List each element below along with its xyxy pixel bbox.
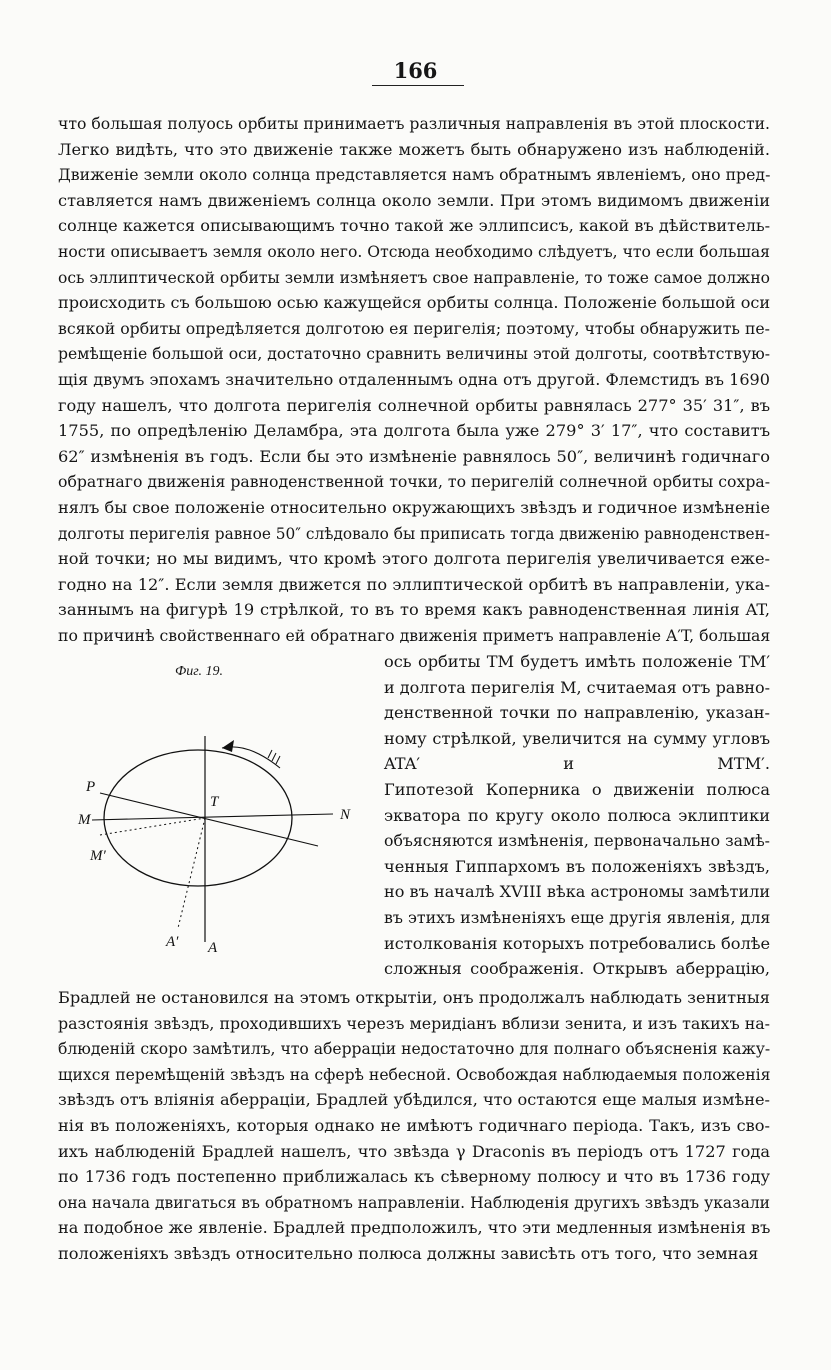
label-N: N [340, 807, 351, 823]
label-A-prime: A′ [166, 934, 179, 950]
page-number: 166 [393, 58, 438, 83]
figure-19-diagram [58, 660, 378, 960]
label-A: A [208, 940, 218, 956]
text-line: Брадлей не остановился на этомъ открытіи, онъ продолжалъ наблюдать зенитныя [58, 988, 770, 1007]
text-line: ось эллиптической орбиты земли измѣняетъ свое направленіе, то тоже самое должно [58, 267, 771, 287]
text-line: ATA′ и MTM′. [384, 754, 770, 774]
text-line: нялъ бы свое положеніе относительно окружающихъ звѣздъ и годичное измѣненіе [58, 498, 770, 517]
text-line: ной точки; но мы видимъ, что кромѣ этого долгота перигелія увеличивается еже- [58, 549, 770, 569]
text-line: положеніяхъ звѣздъ относительно полюса должны зависѣть отъ того, что земная [58, 1244, 759, 1263]
text-line: денственной точки по направленію, указан- [384, 703, 770, 723]
text-line: ному стрѣлкой, увеличится на сумму угловъ [384, 728, 770, 748]
text-line: ставляется намъ движеніемъ солнца около земли. При этомъ видимомъ движеніи [58, 190, 770, 210]
text-line: ихъ наблюденій Брадлей нашелъ, что звѣзда γ Draconis въ періодъ отъ 1727 года [58, 1141, 770, 1161]
text-line: обратнаго движенія равноденственной точки, то перигелій солнечной орбиты сохра- [58, 472, 771, 492]
orbit-ellipse [104, 750, 292, 886]
equinox-line-A-prime [178, 818, 205, 928]
text-line: 1755, по опредѣленію Деламбра, эта долгота была уже 279° 3′ 17″, что составитъ [58, 421, 770, 441]
arrow-head-icon [222, 740, 234, 752]
text-line: ности описываетъ земля около него. Отсюда необходимо слѣдуетъ, что если большая [58, 242, 771, 261]
text-line: году нашелъ, что долгота перигелія солнечной орбиты равнялась 277° 35′ 31″, въ [58, 395, 770, 415]
text-line: щихся перемѣщеній звѣздъ на сферѣ небесной. Освобождая наблюдаемыя положенія [58, 1064, 771, 1084]
text-line: экватора по кругу около полюса эклиптики [384, 805, 770, 825]
text-line: объясняются измѣненія, первоначально замѣ- [384, 831, 770, 851]
text-line: но въ началѣ XVIII вѣка астрономы замѣтили [384, 882, 771, 902]
text-line: нія въ положеніяхъ, которыя однако не имѣютъ годичнаго періода. Такъ, изъ сво- [58, 1116, 770, 1135]
figure-caption: Фиг. 19. [175, 664, 224, 679]
text-line: что большая полуось орбиты принимаетъ различныя направленія въ этой плоскости. [58, 114, 771, 133]
text-line: заннымъ на фигурѣ 19 стрѣлкой, то въ то время какъ равноденственная линія AT, [58, 600, 770, 620]
arrow-feather-icon [268, 750, 280, 764]
text-line: блюденій скоро замѣтилъ, что аберраціи недостаточно для полнаго объясненія кажу- [58, 1039, 771, 1059]
text-line: разстоянія звѣздъ, проходившихъ черезъ меридіанъ вблизи зенита, и изъ такихъ на- [58, 1013, 771, 1033]
label-M-prime: M′ [90, 848, 106, 864]
text-line: ремѣщеніе большой оси, достаточно сравнить величины этой долготы, соотвѣтствую- [58, 344, 771, 364]
label-P: P [86, 779, 96, 795]
text-line: годно на 12″. Если земля движется по эллиптической орбитѣ въ направленіи, ука- [58, 574, 770, 594]
label-M: M [78, 812, 91, 828]
text-line: щія двумъ эпохамъ значительно отдаленнымъ одна отъ другой. Флемстидъ въ 1690 [58, 370, 770, 389]
horizontal-line-MN [92, 814, 333, 820]
text-line: она начала двигаться въ обратномъ направленіи. Наблюденія другихъ звѣздъ указали [58, 1192, 771, 1212]
text-line: происходить съ большою осью кажущейся орбиты солнца. Положеніе большой оси [58, 293, 771, 313]
text-line: ось орбиты TM будетъ имѣть положеніе TM′ [384, 652, 770, 671]
text-line: Движеніе земли около солнца представляется намъ обратнымъ явленіемъ, оно пред- [58, 165, 771, 185]
text-line: въ этихъ измѣненіяхъ еще другія явленія, для [384, 908, 771, 927]
text-line: звѣздъ отъ вліянія аберраціи, Брадлей убѣдился, что остаются еще малыя измѣне- [58, 1090, 771, 1110]
text-line: Легко видѣть, что это движеніе также можетъ быть обнаружено изъ наблюденій. [58, 139, 770, 159]
text-line: и долгота перигелія M, считаемая отъ равно- [384, 677, 770, 697]
text-line: ченныя Гиппархомъ въ положеніяхъ звѣздъ, [384, 856, 770, 876]
major-axis-line-M-prime [100, 818, 205, 835]
text-line: долготы перигелія равное 50″ слѣдовало бы приписать тогда движенію равноденствен- [58, 523, 770, 543]
text-line: 62″ измѣненія въ годъ. Если бы это измѣненіе равнялось 50″, величинѣ годичнаго [58, 446, 770, 466]
text-line: по причинѣ свойственнаго ей обратнаго движенія приметъ направленіе A′T, большая [58, 626, 771, 645]
text-line: сложныя соображенія. Открывъ аберрацію, [384, 959, 770, 979]
header-rule [372, 85, 464, 86]
text-line: солнце кажется описывающимъ точно такой же эллипсисъ, какой въ дѣйствитель- [58, 216, 771, 236]
text-line: истолкованія которыхъ потребовались болѣе [384, 933, 771, 953]
text-line: на подобное же явленіе. Брадлей предположилъ, что эти медленныя измѣненія въ [58, 1218, 771, 1238]
text-line: по 1736 годъ постепенно приближалась къ сѣверному полюсу и что въ 1736 году [58, 1167, 770, 1187]
label-T: T [210, 794, 219, 810]
text-line: всякой орбиты опредѣляется долготою ея перигелія; поэтому, чтобы обнаружить пе- [58, 318, 770, 338]
text-line: Гипотезой Коперника о движеніи полюса [384, 780, 770, 799]
